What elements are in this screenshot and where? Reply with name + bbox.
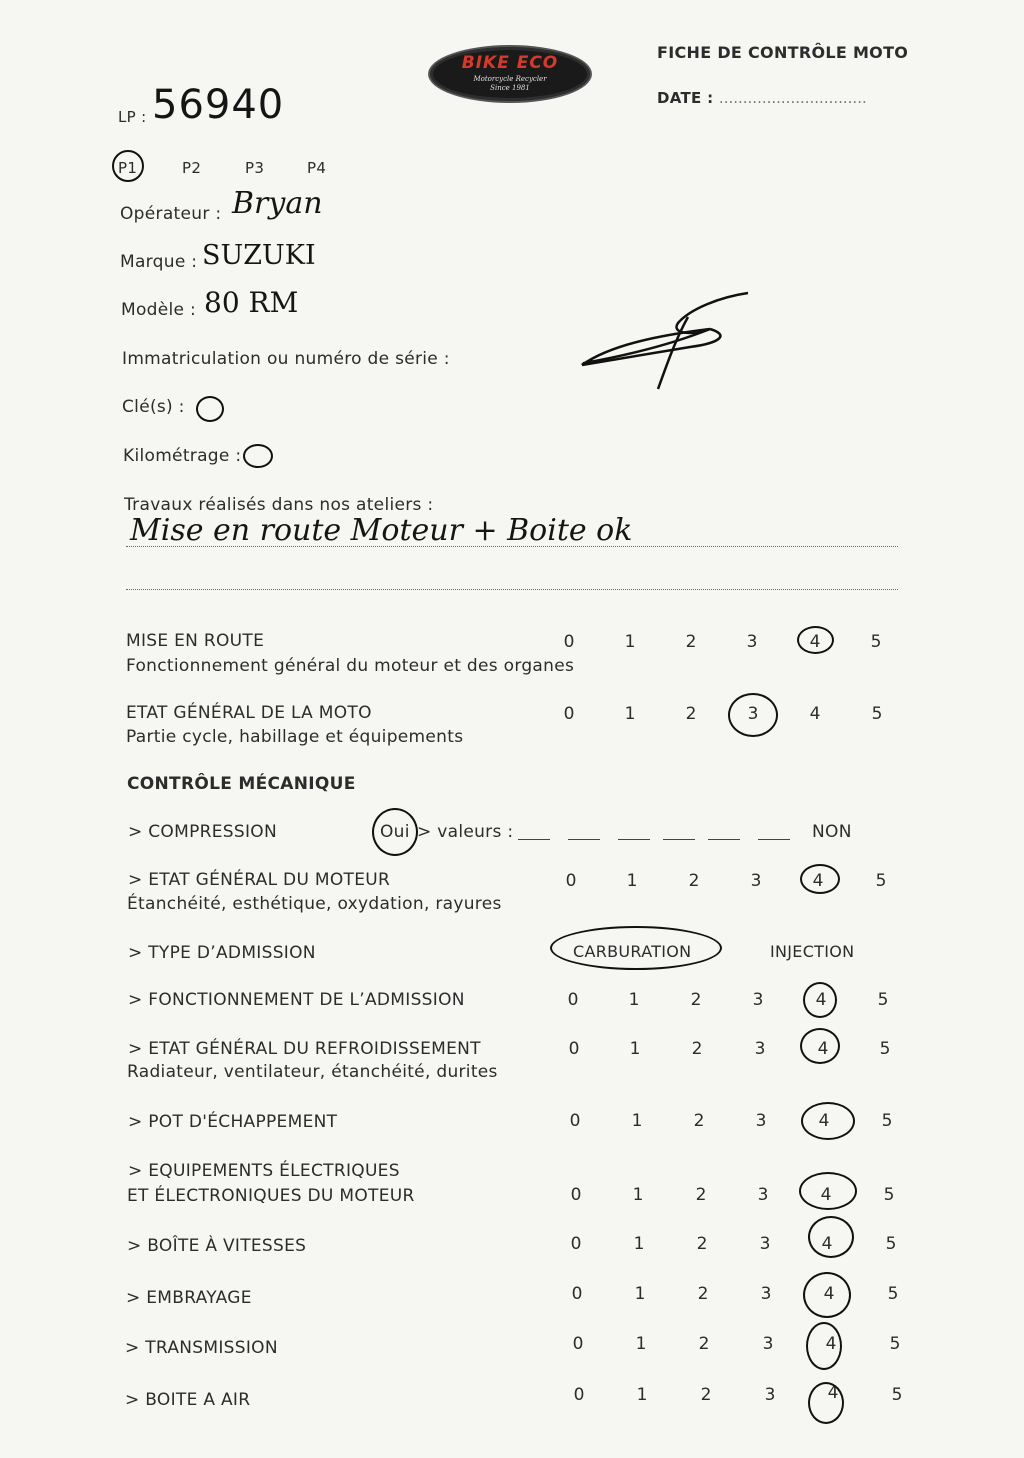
score-4[interactable]: 4: [815, 990, 827, 1010]
score-0[interactable]: 0: [570, 1185, 582, 1205]
score-4[interactable]: 4: [817, 1039, 829, 1059]
selected-circle: [803, 1272, 851, 1318]
score-2[interactable]: 2: [700, 1385, 712, 1405]
score-5[interactable]: 5: [875, 871, 887, 891]
score-1[interactable]: 1: [624, 704, 636, 724]
score-5[interactable]: 5: [877, 990, 889, 1010]
travaux-line-2: [126, 589, 898, 590]
compression-oui[interactable]: Oui: [380, 822, 410, 842]
transmission-label: > TRANSMISSION: [125, 1338, 278, 1358]
score-4[interactable]: 4: [821, 1234, 833, 1254]
score-2[interactable]: 2: [685, 704, 697, 724]
score-4[interactable]: 4: [809, 632, 821, 652]
selected-circle: [797, 626, 834, 654]
score-5[interactable]: 5: [889, 1334, 901, 1354]
logo-tagline-1: Motorcycle Recycler: [473, 75, 547, 83]
travaux-line-1: [126, 546, 898, 547]
score-1[interactable]: 1: [632, 1185, 644, 1205]
score-3[interactable]: 3: [752, 990, 764, 1010]
score-0[interactable]: 0: [568, 1039, 580, 1059]
score-1[interactable]: 1: [635, 1334, 647, 1354]
etat-moto-label: ETAT GÉNÉRAL DE LA MOTO: [126, 703, 372, 723]
selected-circle: [800, 864, 840, 894]
operateur-label: Opérateur :: [120, 204, 222, 224]
score-4[interactable]: 4: [827, 1383, 839, 1403]
score-2[interactable]: 2: [698, 1334, 710, 1354]
score-3[interactable]: 3: [762, 1334, 774, 1354]
modele-value: 80 RM: [204, 286, 299, 319]
selected-circle: [806, 1322, 842, 1370]
position-p2: P2: [182, 159, 202, 177]
score-1[interactable]: 1: [633, 1234, 645, 1254]
marque-value: SUZUKI: [202, 240, 316, 271]
compression-label: > COMPRESSION: [128, 822, 277, 842]
controle-title: CONTRÔLE MÉCANIQUE: [127, 774, 356, 794]
selected-circle: [808, 1216, 854, 1258]
score-0[interactable]: 0: [567, 990, 579, 1010]
score-5[interactable]: 5: [881, 1111, 893, 1131]
valeur-blank-1[interactable]: [518, 839, 550, 840]
score-2[interactable]: 2: [690, 990, 702, 1010]
marque-label: Marque :: [120, 252, 198, 272]
admission-carburation[interactable]: CARBURATION: [573, 942, 692, 961]
etat-moteur-sub: Étanchéité, esthétique, oxydation, rayures: [127, 894, 502, 914]
selected-circle: [808, 1382, 844, 1424]
score-3[interactable]: 3: [754, 1039, 766, 1059]
type-admission-label: > TYPE D’ADMISSION: [128, 943, 316, 963]
admission-injection[interactable]: INJECTION: [770, 942, 855, 961]
boite-air-label: > BOITE A AIR: [125, 1390, 251, 1410]
mise-en-route-sub: Fonctionnement général du moteur et des organes: [126, 656, 575, 676]
mise-en-route-label: MISE EN ROUTE: [126, 631, 265, 651]
score-3[interactable]: 3: [747, 704, 759, 724]
refroidissement-sub: Radiateur, ventilateur, étanchéité, durites: [127, 1062, 498, 1082]
position-p4: P4: [307, 159, 327, 177]
signature: [570, 285, 760, 395]
immatriculation-label: Immatriculation ou numéro de série :: [122, 349, 450, 369]
score-4[interactable]: 4: [809, 704, 821, 724]
score-3[interactable]: 3: [755, 1111, 767, 1131]
logo-brand: BIKE ECO: [461, 53, 559, 73]
selected-circle: [728, 693, 778, 737]
score-1[interactable]: 1: [626, 871, 638, 891]
travaux-value: Mise en route Moteur + Boite ok: [130, 513, 633, 548]
position-selected-circle: [112, 150, 144, 182]
form-title: FICHE DE CONTRÔLE MOTO: [657, 43, 909, 62]
score-4[interactable]: 4: [825, 1334, 837, 1354]
score-4[interactable]: 4: [823, 1284, 835, 1304]
etat-moteur-label: > ETAT GÉNÉRAL DU MOTEUR: [128, 870, 391, 890]
score-5[interactable]: 5: [885, 1234, 897, 1254]
valeur-blank-2[interactable]: [568, 839, 600, 840]
score-2[interactable]: 2: [685, 632, 697, 652]
score-0[interactable]: 0: [563, 632, 575, 652]
carburation-circle: [550, 926, 722, 970]
pot-label: > POT D'ÉCHAPPEMENT: [128, 1112, 338, 1132]
score-4[interactable]: 4: [812, 871, 824, 891]
date-label: DATE : ...............................: [657, 89, 867, 107]
valeur-blank-6[interactable]: [758, 839, 790, 840]
selected-circle: [801, 1102, 855, 1140]
compression-non[interactable]: NON: [812, 822, 852, 842]
score-2[interactable]: 2: [693, 1111, 705, 1131]
score-0[interactable]: 0: [565, 871, 577, 891]
score-5[interactable]: 5: [891, 1385, 903, 1405]
score-5[interactable]: 5: [883, 1185, 895, 1205]
score-5[interactable]: 5: [887, 1284, 899, 1304]
kilometrage-label: Kilométrage :: [123, 446, 242, 466]
equipements-label: > EQUIPEMENTS ÉLECTRIQUES: [128, 1161, 400, 1181]
selected-circle: [799, 1172, 857, 1210]
score-2[interactable]: 2: [695, 1185, 707, 1205]
equipements-sub: ET ÉLECTRONIQUES DU MOTEUR: [127, 1186, 415, 1206]
refroidissement-label: > ETAT GÉNÉRAL DU REFROIDISSEMENT: [128, 1039, 481, 1059]
score-5[interactable]: 5: [871, 704, 883, 724]
position-p1: P1: [118, 159, 138, 177]
boite-vitesses-label: > BOÎTE À VITESSES: [127, 1236, 307, 1256]
score-1[interactable]: 1: [628, 990, 640, 1010]
score-0[interactable]: 0: [569, 1111, 581, 1131]
score-1[interactable]: 1: [634, 1284, 646, 1304]
score-0[interactable]: 0: [572, 1334, 584, 1354]
score-5[interactable]: 5: [879, 1039, 891, 1059]
score-1[interactable]: 1: [629, 1039, 641, 1059]
compression-oui-circle: [372, 808, 418, 856]
operateur-value: Bryan: [232, 186, 323, 221]
score-0[interactable]: 0: [573, 1385, 585, 1405]
selected-circle: [803, 982, 837, 1018]
lp-value: 56940: [152, 82, 285, 128]
score-0[interactable]: 0: [570, 1234, 582, 1254]
score-3[interactable]: 3: [746, 632, 758, 652]
embrayage-label: > EMBRAYAGE: [126, 1288, 252, 1308]
score-1[interactable]: 1: [636, 1385, 648, 1405]
score-1[interactable]: 1: [631, 1111, 643, 1131]
score-2[interactable]: 2: [691, 1039, 703, 1059]
score-5[interactable]: 5: [870, 632, 882, 652]
travaux-label: Travaux réalisés dans nos ateliers :: [124, 495, 434, 515]
score-3[interactable]: 3: [750, 871, 762, 891]
score-4[interactable]: 4: [818, 1111, 830, 1131]
fonct-admission-label: > FONCTIONNEMENT DE L’ADMISSION: [128, 990, 465, 1010]
score-2[interactable]: 2: [696, 1234, 708, 1254]
cles-value-zero: [196, 396, 224, 422]
logo-tagline-2: Since 1981: [490, 84, 530, 92]
cles-label: Clé(s) :: [122, 397, 185, 417]
kilometrage-value-zero: [243, 444, 273, 468]
bike-eco-logo: [428, 45, 592, 103]
modele-label: Modèle :: [121, 300, 197, 320]
valeur-blank-5[interactable]: [708, 839, 740, 840]
valeur-blank-4[interactable]: [663, 839, 695, 840]
valeur-blank-3[interactable]: [618, 839, 650, 840]
score-4[interactable]: 4: [820, 1185, 832, 1205]
score-0[interactable]: 0: [571, 1284, 583, 1304]
position-p3: P3: [245, 159, 265, 177]
score-0[interactable]: 0: [563, 704, 575, 724]
score-1[interactable]: 1: [624, 632, 636, 652]
lp-label: LP :: [118, 108, 147, 126]
score-2[interactable]: 2: [697, 1284, 709, 1304]
selected-circle: [800, 1028, 840, 1064]
score-3[interactable]: 3: [757, 1185, 769, 1205]
score-3[interactable]: 3: [759, 1234, 771, 1254]
score-2[interactable]: 2: [688, 871, 700, 891]
score-3[interactable]: 3: [764, 1385, 776, 1405]
etat-moto-sub: Partie cycle, habillage et équipements: [126, 727, 464, 747]
compression-valeurs-label: > valeurs :: [417, 822, 514, 842]
score-3[interactable]: 3: [760, 1284, 772, 1304]
